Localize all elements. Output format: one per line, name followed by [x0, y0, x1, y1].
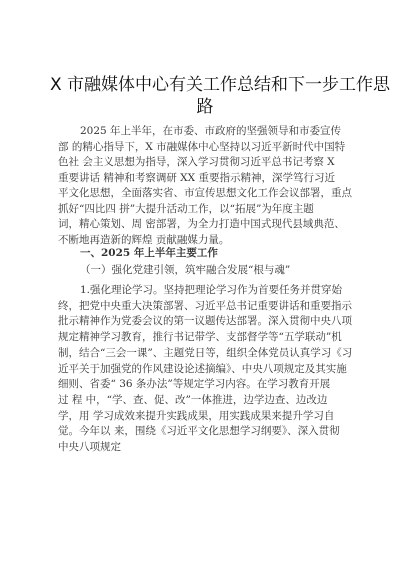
body-line: 1.强化理论学习。坚持把理论学习作为首要任务并贯穿始: [80, 284, 343, 296]
body-line: 终，把党中央重大决策部署、习近平总书记重要讲话和重要指示: [58, 299, 352, 312]
section-heading: 一、2025 年上半年主要工作: [80, 247, 218, 259]
body-line: 制，结合“三会一课”、主题党日等，组织全体党员认真学习《习: [58, 346, 353, 359]
intro-line: 重要讲话 精神和考察调研 XX 重要指示精神，深学笃行习近: [58, 171, 335, 184]
document-title: [50, 74, 391, 118]
body-line: 觉。今年以 来，围绕《习近平文化思想学习纲要》、深入贯彻: [58, 425, 340, 438]
intro-line: 抓好“四比四 拼”大提升活动工作，以“拓展”为年度主题: [58, 202, 314, 215]
intro-line: 部 的精心指导下，X 市融媒体中心坚持以习近平新时代中国特: [58, 140, 346, 153]
body-line: 规定精神学习教育，推行书记带学、支部督学等“五学联动”机: [58, 331, 342, 344]
title-line: 路: [196, 97, 214, 117]
intro-line: 不断地再造新的辉煌 贡献融媒力量。: [58, 233, 230, 246]
intro-line: 平文化思想，全面落实省、市宣传思想文化工作会议部署，重点: [58, 187, 352, 199]
body-line: 过 程 中，“学、查、促、改”一体推进，边学边查、边改边: [58, 393, 328, 406]
intro-line: 词，精心策划、周 密部署，为全力打造中国式现代县域典范、: [58, 218, 345, 230]
subsection-heading: （一）强化党建引领，筑牢融合发展“根与魂”: [80, 264, 291, 276]
body-line: 近平关于加强党的作风建设论述摘编》、中央八项规定及其实施: [58, 362, 347, 375]
body-line: 中央八项规定: [58, 441, 121, 454]
body-paragraph: [58, 283, 362, 456]
title-line: X 市融媒体中心有关工作总结和下一步工作思: [50, 75, 391, 95]
intro-line: 色社 会主义思想为指导，深入学习贯彻习近平总书记考察 X: [58, 156, 335, 168]
body-line: 细则、省委“ 36 条办法”等规定学习内容。在学习教育开展: [58, 378, 331, 391]
body-line: 学，用 学习成效来提升实践成果，用实践成果来提升学习自: [58, 409, 335, 422]
intro-paragraph: [58, 124, 362, 248]
intro-line: 2025 年上半年，在市委、市政府的坚强领导和市委宣传: [80, 125, 342, 137]
body-line: 批示精神作为党委会议的第一议题传达部署。深入贯彻中央八项: [58, 315, 352, 328]
